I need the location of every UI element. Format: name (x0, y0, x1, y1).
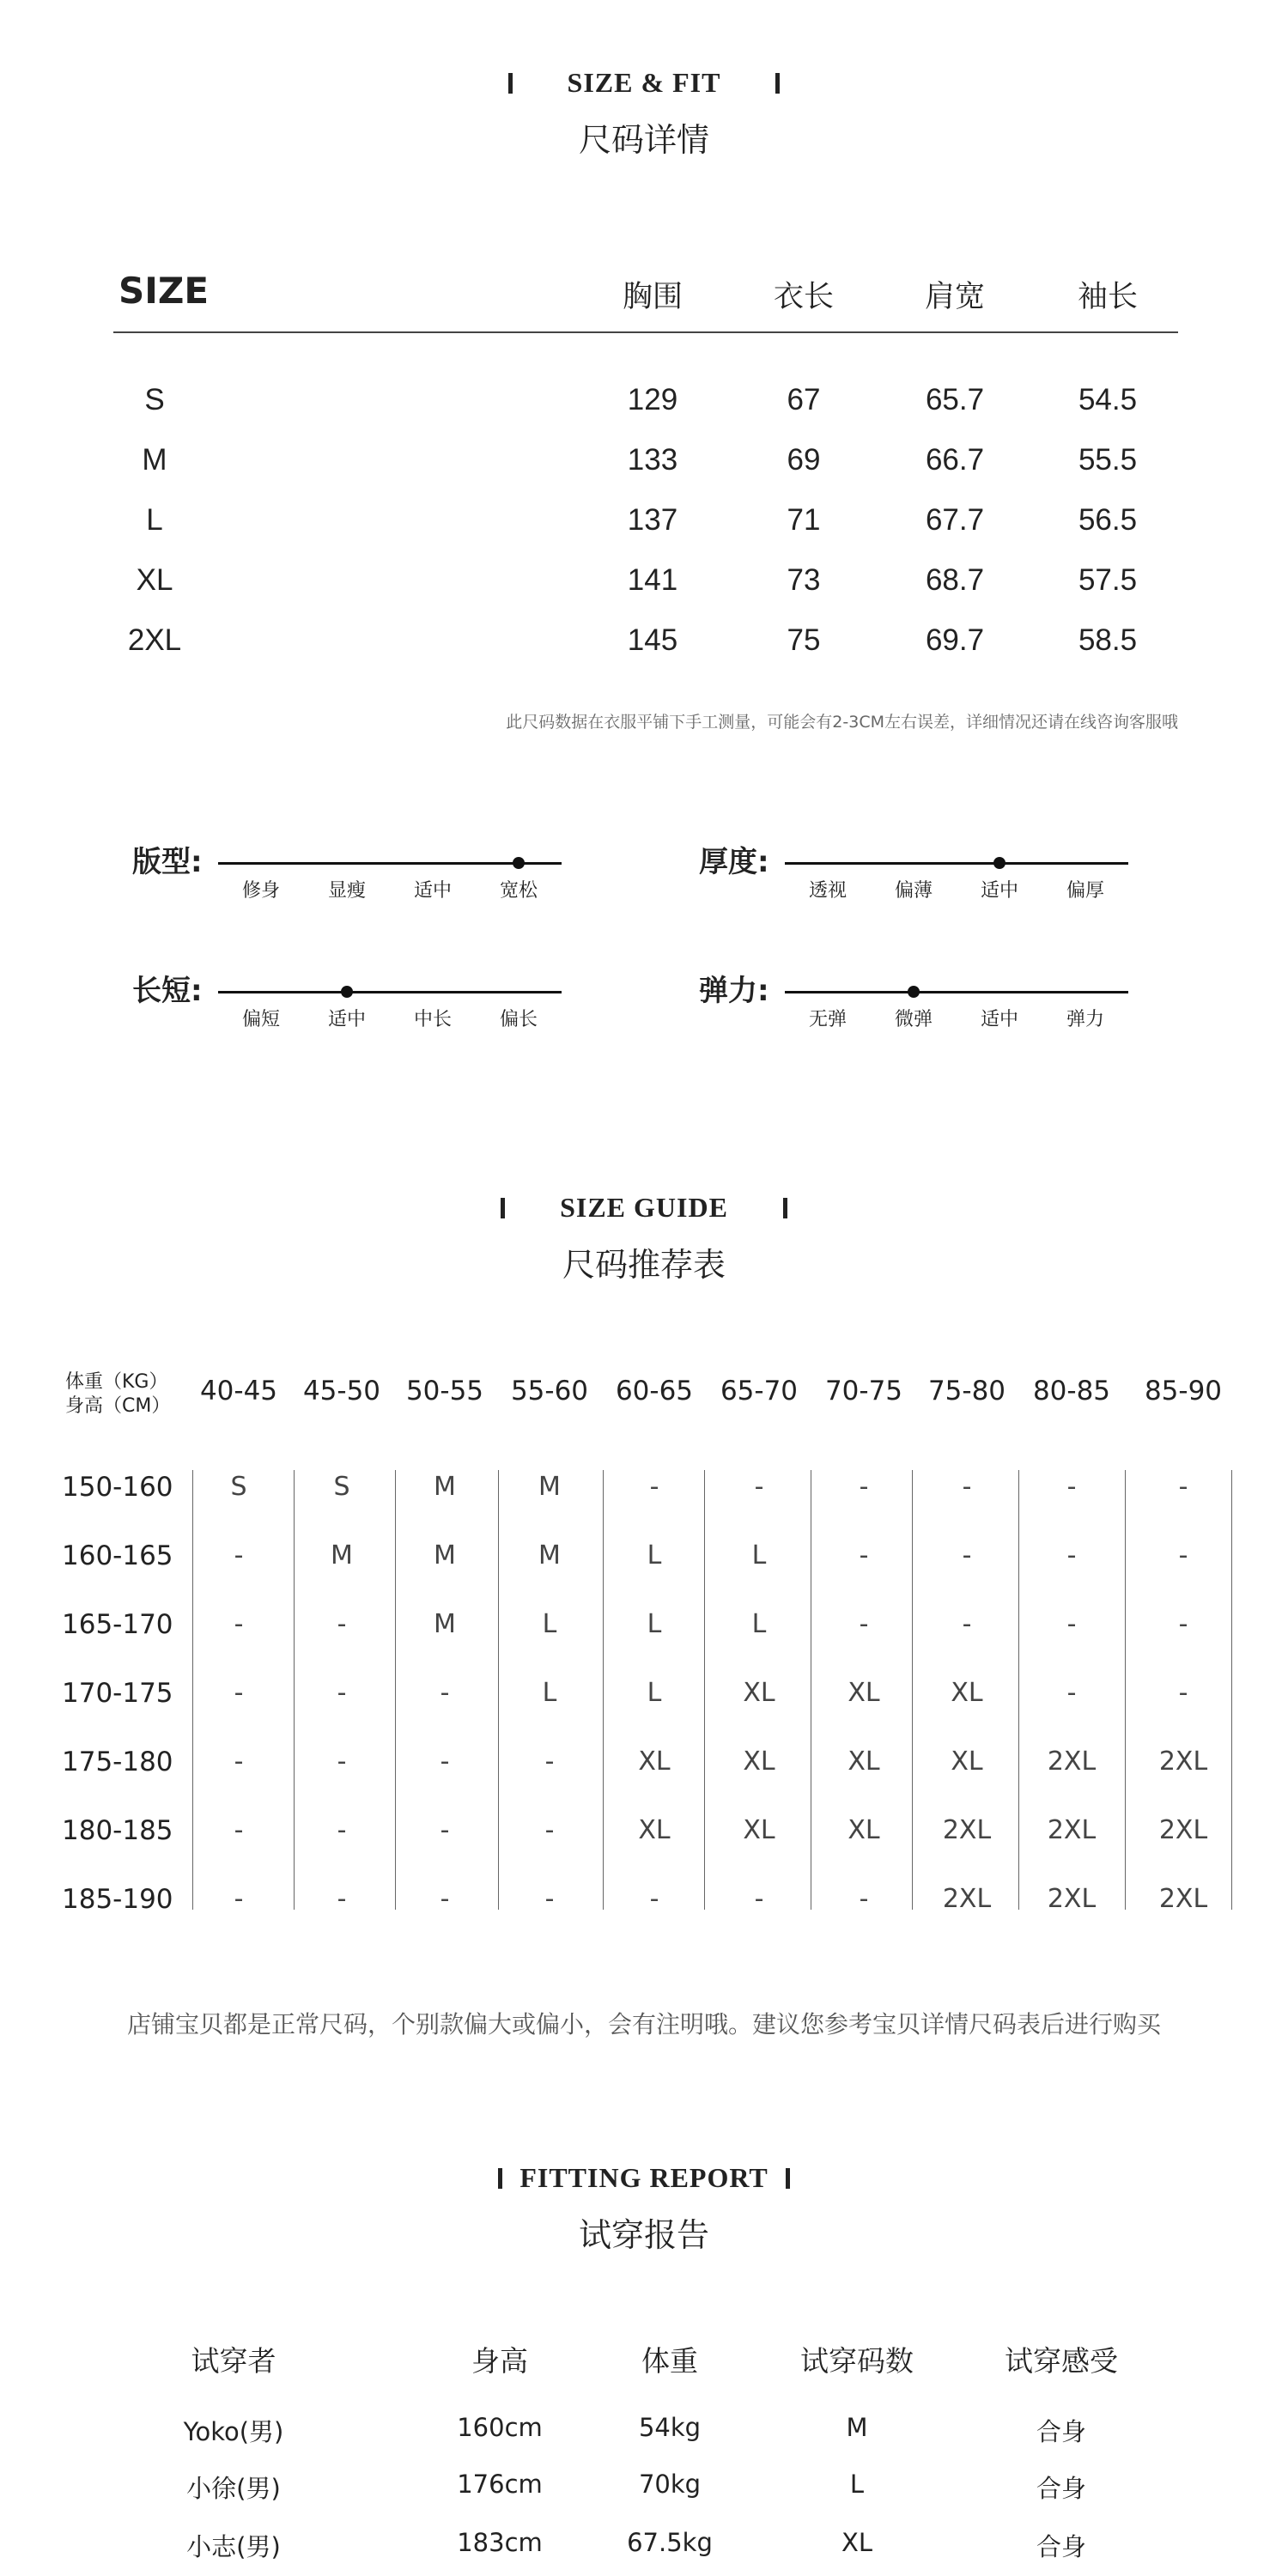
guide-cell: XL (848, 1678, 880, 1708)
scale-option-label: 微弹 (894, 1009, 933, 1030)
size-row-label: S (144, 383, 165, 416)
size-cell: 54.5 (1078, 383, 1138, 416)
guide-cell: 2XL (1047, 1747, 1097, 1777)
guide-cell: - (544, 1747, 555, 1777)
guide-cell: - (337, 1884, 347, 1914)
height-row-header: 180-185 (62, 1815, 173, 1846)
guide-cell: - (962, 1609, 972, 1639)
size-cell: 67 (787, 383, 821, 416)
guide-cell: - (1066, 1472, 1077, 1502)
scale-option-label: 偏薄 (894, 880, 933, 902)
grid-line (912, 1470, 913, 1910)
size-cell: 69.7 (925, 623, 985, 657)
report-cell: 160cm (457, 2413, 543, 2442)
guide-cell: - (962, 1540, 972, 1571)
scale-title: 版型: (132, 845, 203, 879)
report-column-header: 试穿者 (191, 2344, 276, 2378)
size-guide-subtitle: 尺码推荐表 (562, 1246, 726, 1284)
guide-cell: - (962, 1472, 972, 1502)
guide-cell: - (1178, 1540, 1188, 1571)
size-cell: 145 (627, 623, 678, 657)
scale-marker (908, 986, 920, 998)
guide-cell: S (333, 1472, 350, 1502)
weight-header: 85-90 (1144, 1376, 1223, 1406)
report-column-header: 试穿感受 (1005, 2344, 1118, 2378)
guide-cell: XL (638, 1747, 671, 1777)
report-cell: 小徐(男) (186, 2474, 281, 2503)
title-bar-right (786, 2168, 790, 2189)
guide-cell: 2XL (942, 1815, 992, 1845)
scale-option-label: 透视 (808, 880, 847, 902)
guide-cell: M (434, 1609, 456, 1639)
scale-marker (513, 857, 525, 869)
report-cell: L (849, 2470, 865, 2499)
report-cell: M (846, 2413, 868, 2442)
guide-cell: - (234, 1815, 244, 1845)
scale-marker (993, 857, 1005, 869)
size-cell: 73 (787, 563, 821, 597)
guide-cell: - (859, 1472, 869, 1502)
height-row-header: 185-190 (62, 1884, 173, 1915)
weight-header: 50-55 (405, 1376, 484, 1406)
title-bar-left (498, 2168, 502, 2189)
guide-cell: - (337, 1609, 347, 1639)
guide-cell: 2XL (1158, 1747, 1208, 1777)
scale-marker (341, 986, 353, 998)
scale-line (785, 862, 1128, 865)
report-cell: 54kg (638, 2413, 702, 2442)
guide-cell: XL (743, 1815, 775, 1845)
size-column-header: 袖长 (1077, 280, 1138, 314)
size-column-header: 衣长 (773, 280, 834, 314)
guide-cell: L (751, 1609, 767, 1639)
size-guide-title: SIZE GUIDE (0, 1192, 1288, 1224)
report-cell: 67.5kg (627, 2528, 713, 2557)
title-bar-right (775, 73, 780, 94)
guide-cell: - (859, 1540, 869, 1571)
guide-cell: - (754, 1884, 764, 1914)
guide-cell: 2XL (1047, 1815, 1097, 1845)
guide-cell: - (1066, 1678, 1077, 1708)
scale-option-label: 中长 (413, 1009, 452, 1030)
title-bar-left (501, 1198, 505, 1218)
weight-header: 45-50 (302, 1376, 381, 1406)
weight-header: 55-60 (510, 1376, 589, 1406)
guide-cell: M (538, 1540, 561, 1571)
size-column-header: 胸围 (622, 280, 683, 314)
scale-option-label: 修身 (241, 880, 280, 902)
guide-cell: - (859, 1609, 869, 1639)
size-cell: 56.5 (1078, 503, 1138, 537)
guide-cell: - (440, 1678, 450, 1708)
guide-cell: - (234, 1747, 244, 1777)
grid-line (395, 1470, 396, 1910)
height-row-header: 175-180 (62, 1747, 173, 1777)
size-cell: 133 (627, 443, 678, 477)
fitting-report-title: FITTING REPORT (0, 2162, 1288, 2194)
scale-option-label: 偏厚 (1066, 880, 1104, 902)
size-column-header: 肩宽 (924, 280, 985, 314)
scale-option-label: 适中 (413, 880, 452, 902)
size-cell: 141 (627, 563, 678, 597)
size-row-label: XL (136, 563, 173, 597)
guide-cell: M (434, 1540, 456, 1571)
scale-option-label: 宽松 (499, 880, 538, 902)
scale-title: 弹力: (699, 974, 769, 1008)
guide-cell: - (440, 1884, 450, 1914)
size-cell: 58.5 (1078, 623, 1138, 657)
height-row-header: 165-170 (62, 1609, 173, 1640)
guide-cell: - (859, 1884, 869, 1914)
guide-cell: - (440, 1815, 450, 1845)
guide-cell: M (538, 1472, 561, 1502)
report-cell: 70kg (638, 2470, 702, 2499)
scale-option-label: 偏长 (499, 1009, 538, 1030)
report-cell: 合身 (1036, 2474, 1086, 2503)
weight-header: 60-65 (615, 1376, 694, 1406)
report-cell: 小志(男) (186, 2532, 281, 2561)
report-cell: 183cm (457, 2528, 543, 2557)
height-row-header: 170-175 (62, 1678, 173, 1709)
guide-cell: - (234, 1609, 244, 1639)
scale-option-label: 显瘦 (327, 880, 366, 902)
report-cell: Yoko(男) (183, 2417, 284, 2446)
grid-line (294, 1470, 295, 1910)
grid-line (1231, 1470, 1232, 1910)
size-cell: 129 (627, 383, 678, 416)
grid-line (498, 1470, 499, 1910)
report-cell: XL (841, 2528, 873, 2557)
size-cell: 75 (787, 623, 821, 657)
guide-cell: M (434, 1472, 456, 1502)
report-cell: 合身 (1036, 2417, 1086, 2446)
guide-cell: 2XL (1158, 1884, 1208, 1914)
size-cell: 66.7 (925, 443, 985, 477)
size-cell: 67.7 (925, 503, 985, 537)
size-cell: 65.7 (925, 383, 985, 416)
corner-weight-label: 体重（KG） (65, 1371, 168, 1393)
grid-line (603, 1470, 604, 1910)
guide-cell: XL (951, 1678, 983, 1708)
grid-line (192, 1470, 193, 1910)
guide-cell: - (1066, 1540, 1077, 1571)
guide-cell: - (337, 1678, 347, 1708)
guide-cell: XL (951, 1747, 983, 1777)
title-bar-left (508, 73, 513, 94)
scale-line (785, 991, 1128, 993)
weight-header: 80-85 (1032, 1376, 1111, 1406)
guide-cell: - (337, 1747, 347, 1777)
report-cell: 合身 (1036, 2532, 1086, 2561)
guide-cell: - (1178, 1678, 1188, 1708)
scale-line (218, 862, 562, 865)
size-row-label: L (146, 503, 163, 537)
weight-header: 75-80 (927, 1376, 1006, 1406)
weight-header: 65-70 (720, 1376, 799, 1406)
guide-cell: XL (743, 1678, 775, 1708)
guide-cell: - (544, 1815, 555, 1845)
weight-header: 40-45 (199, 1376, 278, 1406)
scale-option-label: 偏短 (241, 1009, 280, 1030)
report-cell: 176cm (457, 2470, 543, 2499)
grid-line (1125, 1470, 1126, 1910)
guide-corner (65, 1370, 170, 1419)
size-fit-subtitle: 尺码详情 (578, 121, 709, 159)
scale-option-label: 适中 (327, 1009, 366, 1030)
guide-cell: L (647, 1609, 662, 1639)
size-column-label: SIZE (118, 270, 210, 312)
guide-cell: 2XL (1047, 1884, 1097, 1914)
guide-cell: XL (848, 1815, 880, 1845)
guide-cell: - (1178, 1472, 1188, 1502)
size-cell: 55.5 (1078, 443, 1138, 477)
guide-cell: - (234, 1678, 244, 1708)
scale-title: 厚度: (699, 845, 769, 879)
grid-line (704, 1470, 705, 1910)
fitting-report-subtitle: 试穿报告 (578, 2216, 709, 2254)
guide-cell: - (649, 1472, 659, 1502)
size-row-label: 2XL (127, 623, 182, 657)
size-cell: 57.5 (1078, 563, 1138, 597)
report-column-header: 体重 (641, 2344, 698, 2378)
grid-line (1018, 1470, 1019, 1910)
size-fit-title: SIZE & FIT (0, 67, 1288, 99)
guide-cell: - (440, 1747, 450, 1777)
guide-cell: XL (848, 1747, 880, 1777)
scale-line (218, 991, 562, 993)
guide-cell: L (647, 1540, 662, 1571)
report-column-header: 试穿码数 (800, 2344, 914, 2378)
weight-header: 70-75 (824, 1376, 903, 1406)
guide-cell: L (751, 1540, 767, 1571)
scale-option-label: 弹力 (1066, 1009, 1104, 1030)
guide-cell: - (754, 1472, 764, 1502)
scale-option-label: 无弹 (808, 1009, 847, 1030)
guide-cell: - (544, 1884, 555, 1914)
size-cell: 68.7 (925, 563, 985, 597)
height-row-header: 160-165 (62, 1540, 173, 1571)
guide-cell: S (230, 1472, 247, 1502)
guide-cell: L (647, 1678, 662, 1708)
scale-option-label: 适中 (980, 1009, 1018, 1030)
size-table-divider (113, 331, 1178, 333)
guide-cell: L (542, 1609, 557, 1639)
guide-cell: - (1178, 1609, 1188, 1639)
guide-cell: XL (743, 1747, 775, 1777)
height-row-header: 150-160 (62, 1472, 173, 1503)
guide-cell: - (234, 1540, 244, 1571)
guide-cell: - (234, 1884, 244, 1914)
guide-cell: - (649, 1884, 659, 1914)
size-cell: 69 (787, 443, 821, 477)
title-bar-right (783, 1198, 787, 1218)
guide-cell: - (1066, 1609, 1077, 1639)
scale-option-label: 适中 (980, 880, 1018, 902)
size-guide-note: 店铺宝贝都是正常尺码，个别款偏大或偏小，会有注明哦。建议您参考宝贝详情尺码表后进行购买 (126, 2010, 1161, 2038)
guide-cell: - (337, 1815, 347, 1845)
size-cell: 137 (627, 503, 678, 537)
size-row-label: M (142, 443, 167, 477)
guide-cell: 2XL (1158, 1815, 1208, 1845)
guide-cell: XL (638, 1815, 671, 1845)
report-column-header: 身高 (471, 2344, 528, 2378)
scale-title: 长短: (132, 974, 203, 1008)
measurement-note: 此尺码数据在衣服平铺下手工测量，可能会有2-3CM左右误差，详细情况还请在线咨询客服哦 (506, 713, 1178, 732)
corner-height-label: 身高（CM） (65, 1395, 171, 1417)
guide-cell: M (331, 1540, 353, 1571)
size-cell: 71 (787, 503, 821, 537)
guide-cell: L (542, 1678, 557, 1708)
guide-cell: 2XL (942, 1884, 992, 1914)
